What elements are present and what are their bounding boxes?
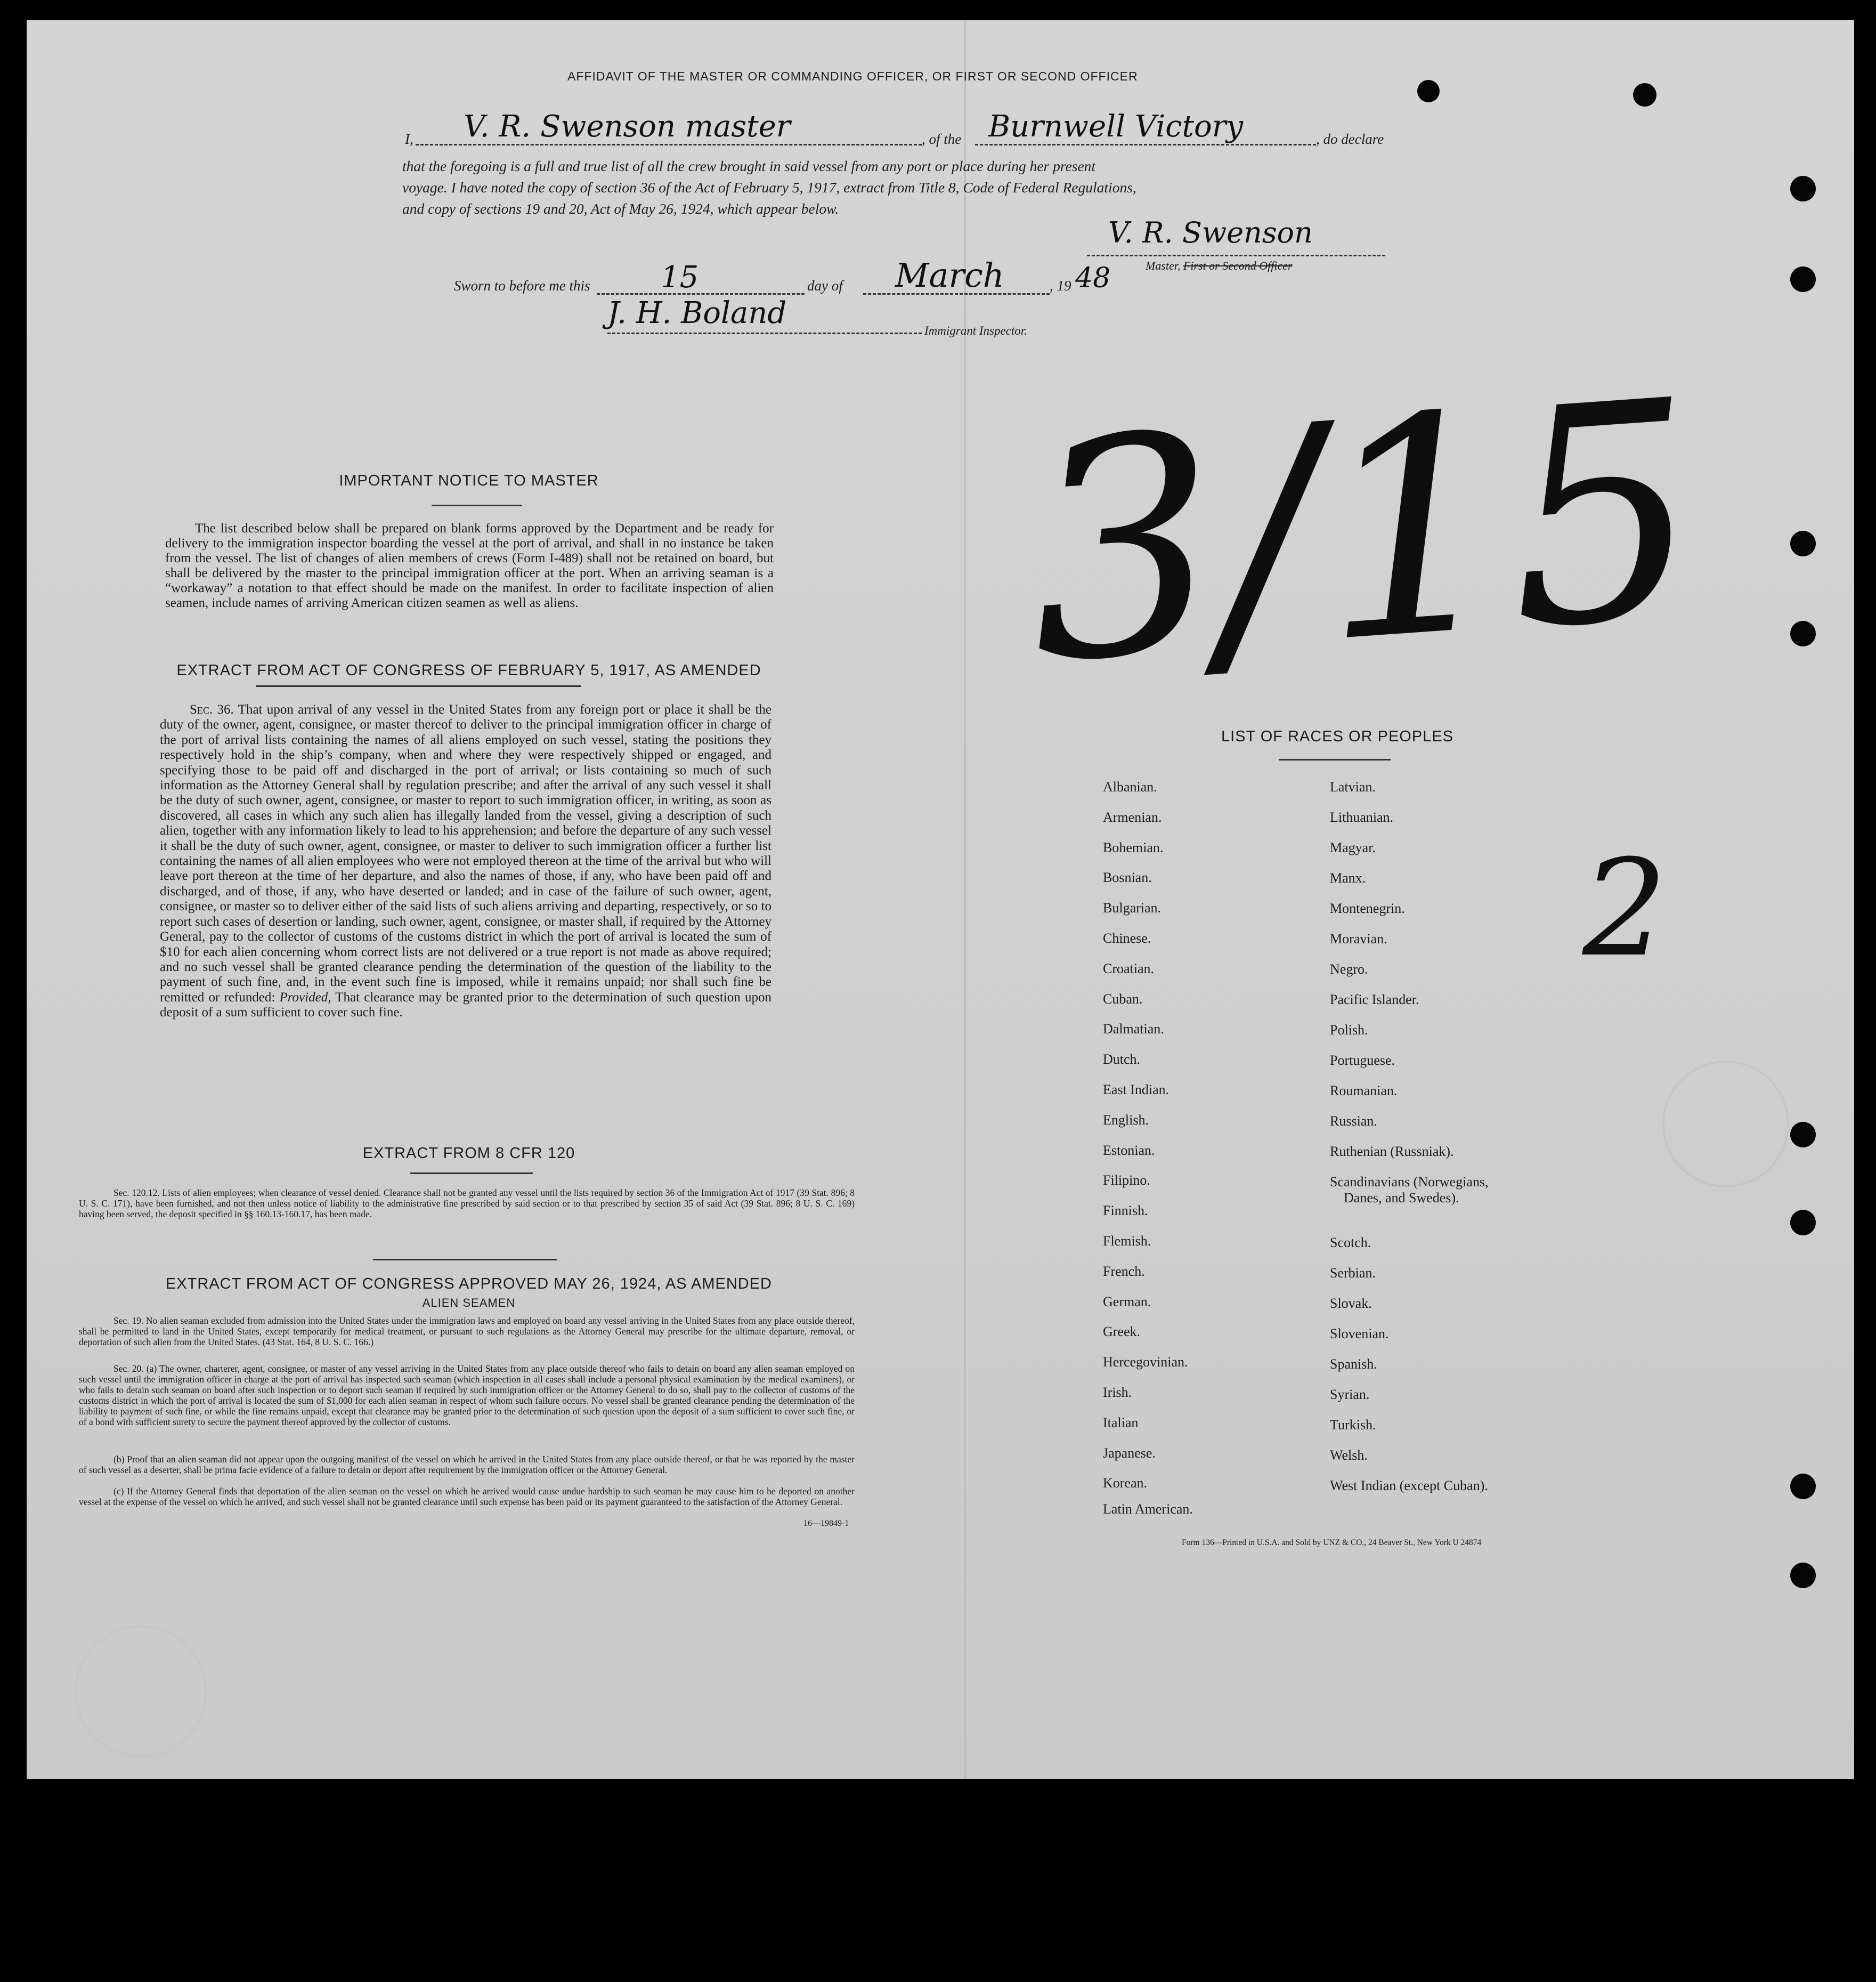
master-label [1146, 259, 1293, 273]
race-item: Scotch. [1330, 1235, 1371, 1250]
race-item: German. [1103, 1293, 1151, 1309]
punch-hole [1790, 176, 1816, 201]
punch-hole [1790, 531, 1816, 556]
race-item: Finnish. [1103, 1203, 1148, 1219]
extract-1917-body [160, 702, 771, 1021]
race-item: Serbian. [1330, 1265, 1376, 1281]
punch-hole [1790, 621, 1816, 646]
affidavit-line-4: and copy of sections 19 and 20, Act of May 26, 1924, which appear below. [402, 200, 839, 217]
race-item: Flemish. [1103, 1233, 1151, 1249]
sec-20b-body: (b) Proof that an alien seaman did not appear upon the outgoing manifest of the vessel on which he arrived in the United States from any place outside thereof, or that he was reported by the master of such vessel as a deserter, shall be prima facie evidence of a failure to detain or deport after requirement by the immigration officer or the Attorney General. [79, 1454, 855, 1475]
race-item: Chinese. [1103, 931, 1151, 946]
race-item: Dutch. [1103, 1051, 1141, 1067]
race-item: Japanese. [1103, 1445, 1156, 1461]
date-annotation: 3/15 [1017, 336, 1710, 730]
sec-20a-body: Sec. 20. (a) The owner, charterer, agent, consignee, or master of any vessel arriving in the United States from any place outside thereof who fails to detain on board any alien seaman employed on such vessel until the immigration officer in charge at the port of arrival has inspected such seaman (which inspection in all cases shall include a personal physical examination by the medical examiners), or who fails to detain such seaman on board after such inspection or to deport such seaman if required by such immigration officer or the Attorney General to do so, shall pay to the collector of customs of the customs district in which the port of arrival is located the sum of $1,000 for each alien seaman in respect of whom such failure occurs. No vessel shall be granted clearance pending the determination of the liability to payment of such fine, or while the fine remains unpaid, except that clearance may be granted prior to the determination of such question upon the deposit of a sum sufficient to cover such fine, or of a bond with sufficient surety to secure the payment thereof approved by the collector of customs. [79, 1363, 855, 1427]
race-item: Syrian. [1330, 1387, 1370, 1402]
vessel-line [975, 144, 1316, 145]
race-item: Bosnian. [1103, 870, 1152, 886]
punch-hole [1417, 80, 1440, 102]
race-item: East Indian. [1103, 1082, 1170, 1097]
day-of-label: day of [807, 278, 843, 294]
notice-rule [432, 505, 522, 506]
inspector-signature: J. H. Boland [607, 296, 787, 330]
punch-hole [1790, 266, 1816, 292]
master-label-struck: First or Second Officer [1183, 259, 1293, 272]
race-item: Magyar. [1330, 840, 1376, 855]
extract-1924-heading: EXTRACT FROM ACT OF CONGRESS APPROVED MAY 26, 1924, AS AMENDED [166, 1275, 772, 1292]
race-item: Ruthenian (Russniak). [1330, 1144, 1454, 1159]
day-line [597, 293, 805, 295]
race-item: Pacific Islander. [1330, 992, 1419, 1007]
race-item: Latin American. [1103, 1501, 1193, 1517]
race-item: Danes, and Swedes). [1344, 1190, 1459, 1206]
punch-hole [1633, 83, 1656, 107]
race-item: Korean. [1103, 1475, 1148, 1491]
race-item: Irish. [1103, 1385, 1132, 1400]
affidavit-i-label: I, [405, 131, 413, 147]
race-item: Cuban. [1103, 991, 1143, 1007]
cfr-heading: EXTRACT FROM 8 CFR 120 [362, 1145, 575, 1162]
extract-1924-subheading: ALIEN SEAMEN [422, 1296, 516, 1309]
do-declare-label: , do declare [1316, 131, 1384, 147]
race-item: Manx. [1330, 870, 1366, 886]
race-item: Scandinavians (Norwegians, [1330, 1174, 1489, 1190]
punch-hole [1790, 1563, 1816, 1588]
race-item: Bohemian. [1103, 839, 1164, 855]
punch-hole [1790, 1474, 1816, 1499]
race-item: Negro. [1330, 961, 1368, 977]
affidavit-line-2: that the foregoing is a full and true list of all the crew brought in said vessel from any port or place during her present [402, 158, 1096, 174]
race-item: Roumanian. [1330, 1083, 1398, 1098]
master-signature: V. R. Swenson [1108, 216, 1313, 249]
race-item: Montenegrin. [1330, 901, 1405, 916]
sec-36-provided: Provided, [279, 990, 331, 1005]
signer-handwriting: V. R. Swenson master [464, 109, 791, 144]
sec-36-tail: That clearance may be granted prior to the determination of such question upon deposit of a sum sufficient to cover such fine. [160, 990, 771, 1020]
punch-hole [1790, 1210, 1816, 1235]
inspector-label: Immigrant Inspector. [924, 324, 1027, 337]
race-item: English. [1103, 1112, 1149, 1128]
notice-heading: IMPORTANT NOTICE TO MASTER [339, 472, 599, 489]
cfr-rule [410, 1172, 533, 1174]
notice-body: The list described below shall be prepared on blank forms approved by the Department and be ready for delivery to the immigration inspector boarding the vessel at the port of arrival, and shall in no instance be taken from the vessel. The list of changes of alien members of crews (Form I-489) shall not be retained on board, but shall be delivered by the master to the principal immigration officer at the port. When an arriving seaman is a “workaway” a notation to that effect should be made on the manifest. In order to facilitate inspection of alien seamen, include names of arriving American citizen seamen as well as aliens. [165, 521, 774, 610]
extract-1917-heading: EXTRACT FROM ACT OF CONGRESS OF FEBRUARY 5, 1917, AS AMENDED [176, 662, 761, 679]
sec-20c-body: (c) If the Attorney General finds that deportation of the alien seaman on the vessel on which he arrived would cause undue hardship to such seaman he may cause him to be deported on another vessel at the expense of the vessel on which he arrived, and such vessel shall not be granted clearance until such expense has been paid or its payment guaranteed to the satisfaction of the Attorney General. [79, 1486, 855, 1507]
race-item: Moravian. [1330, 931, 1387, 946]
race-item: Hercegovinian. [1103, 1354, 1188, 1370]
sec-36-text: That upon arrival of any vessel in the United States from any foreign port or place it shall be the duty of the owner, agent, consignee, or master thereof to deliver to the principal immigration officer in charge of the port of arrival lists containing the names of all aliens employed on such vessel, stating the positions they respectively hold in the ship’s company, when and where they were respectively shipped or engaged, and specifying those to be paid off and discharged in the port of arrival; or lists containing so much of such information as the Attorney General shall by regulation prescribe; and after the arrival of any such vessel it shall be the duty of such owner, agent, consignee, or master to report to such immigration officer, in writing, as soon as discovered, all cases in which any such alien has illegally landed from the vessel, giving a description of such alien, together with any information likely to lead to his apprehension; and before the departure of any such vessel it shall be the duty of such owner, agent, consignee, or master to deliver to such immigration officer a further list containing the names of all alien employees who were not employed thereon at the time of the arrival but who will leave port thereon at the time of her departure, and also the names of those, if any, who have been paid off and discharged, and of those, if any, who have deserted or landed; and in case of the failure of such owner, agent, consignee, or master so to deliver either of the said lists of such aliens arriving and departing, respectively, or so to report such cases of desertion or landing, such owner, agent, consignee, or master shall, if required by the Attorney General, pay to the collector of customs of the customs district in which the port of arrival is located the sum of $10 for each alien concerning whom correct lists are not delivered or a true report is not made as above required; and no such vessel shall be granted clearance pending the determination of the question of the liability to the payment of such fine, and, in the event such fine is imposed, while it remains unpaid; nor shall such fine be remitted or refunded: [160, 702, 772, 1005]
day-handwriting: 15 [661, 260, 699, 295]
race-item: Greek. [1103, 1324, 1141, 1340]
sec-19-body: Sec. 19. No alien seaman excluded from admission into the United States under the immigration laws and employed on board any vessel arriving in the United States from any place outside thereof, shall be permitted to land in the United States, except temporarily for medical treatment, or pursuant to such regulations as the Attorney General may prescribe for the ultimate departure, removal, or deportation of such alien from the United States. (43 Stat. 164, 8 U. S. C. 166.) [79, 1315, 855, 1347]
race-item: Russian. [1330, 1113, 1377, 1129]
form-footer: Form 136—Printed in U.S.A. and Sold by UNZ & CO., 24 Beaver St., New York U 24874 [1182, 1538, 1482, 1547]
inspector-line [607, 333, 922, 334]
vessel-handwriting: Burnwell Victory [988, 109, 1244, 144]
form-code: 16—19849-1 [803, 1519, 849, 1528]
race-item: West Indian (except Cuban). [1330, 1478, 1488, 1493]
race-item: Croatian. [1103, 960, 1155, 976]
month-handwriting: March [895, 256, 1004, 295]
affidavit-title: AFFIDAVIT OF THE MASTER OR COMMANDING OFFICER, OR FIRST OR SECOND OFFICER [567, 69, 1138, 83]
master-label-text: Master, [1146, 259, 1181, 272]
year-handwriting: 48 [1075, 262, 1111, 294]
sec-36-label: Sec. 36. [190, 702, 234, 717]
race-item: Spanish. [1330, 1356, 1377, 1372]
year-printed: , 19 [1050, 278, 1071, 294]
affidavit-line-3: voyage. I have noted the copy of section 36 of the Act of February 5, 1917, extract from Title 8, Code of Federal Regulations, [402, 179, 1136, 196]
race-item: Slovenian. [1330, 1326, 1389, 1341]
cfr-body: Sec. 120.12. Lists of alien employees; when clearance of vessel denied. Clearance shall not be granted any vessel until the lists required by section 36 of the Immigration Act of 1917 (39 Stat. 896; 8 U. S. C. 171), have been furnished, and not then unless notice of liability to the administrative fine prescribed by said section or to that prescribed by section 35 of said Act (39 Stat. 896; 8 U. S. C. 169) having been served, the deposit specified in §§ 160.13-160.17, has been made. [79, 1187, 855, 1219]
race-item: Slovak. [1330, 1296, 1372, 1311]
master-signature-line [1087, 255, 1385, 256]
of-the-label: , of the [922, 131, 962, 147]
race-item: Polish. [1330, 1022, 1368, 1038]
races-heading: LIST OF RACES OR PEOPLES [1221, 728, 1454, 745]
race-item: Turkish. [1330, 1417, 1376, 1433]
race-item: Portuguese. [1330, 1053, 1395, 1068]
race-item: Welsh. [1330, 1447, 1368, 1463]
page-number-annotation: 2 [1582, 831, 1668, 986]
race-item: Latvian. [1330, 779, 1376, 795]
race-item: Estonian. [1103, 1142, 1155, 1158]
race-item: Filipino. [1103, 1172, 1150, 1188]
race-item: Lithuanian. [1330, 810, 1394, 825]
race-item: Italian [1103, 1414, 1139, 1430]
race-item: Albanian. [1103, 779, 1157, 795]
extract-1917-rule [256, 685, 581, 687]
race-item: Bulgarian. [1103, 900, 1162, 916]
races-rule [1279, 759, 1391, 761]
sworn-prefix: Sworn to before me this [454, 278, 590, 294]
race-item: Dalmatian. [1103, 1021, 1164, 1037]
embossed-seal [1662, 1061, 1789, 1187]
embossed-seal [75, 1625, 207, 1758]
race-item: French. [1103, 1263, 1145, 1279]
punch-hole [1790, 1122, 1816, 1147]
signer-line [416, 144, 922, 145]
extract-1924-rule-top [373, 1259, 557, 1260]
race-item: Armenian. [1103, 809, 1162, 825]
